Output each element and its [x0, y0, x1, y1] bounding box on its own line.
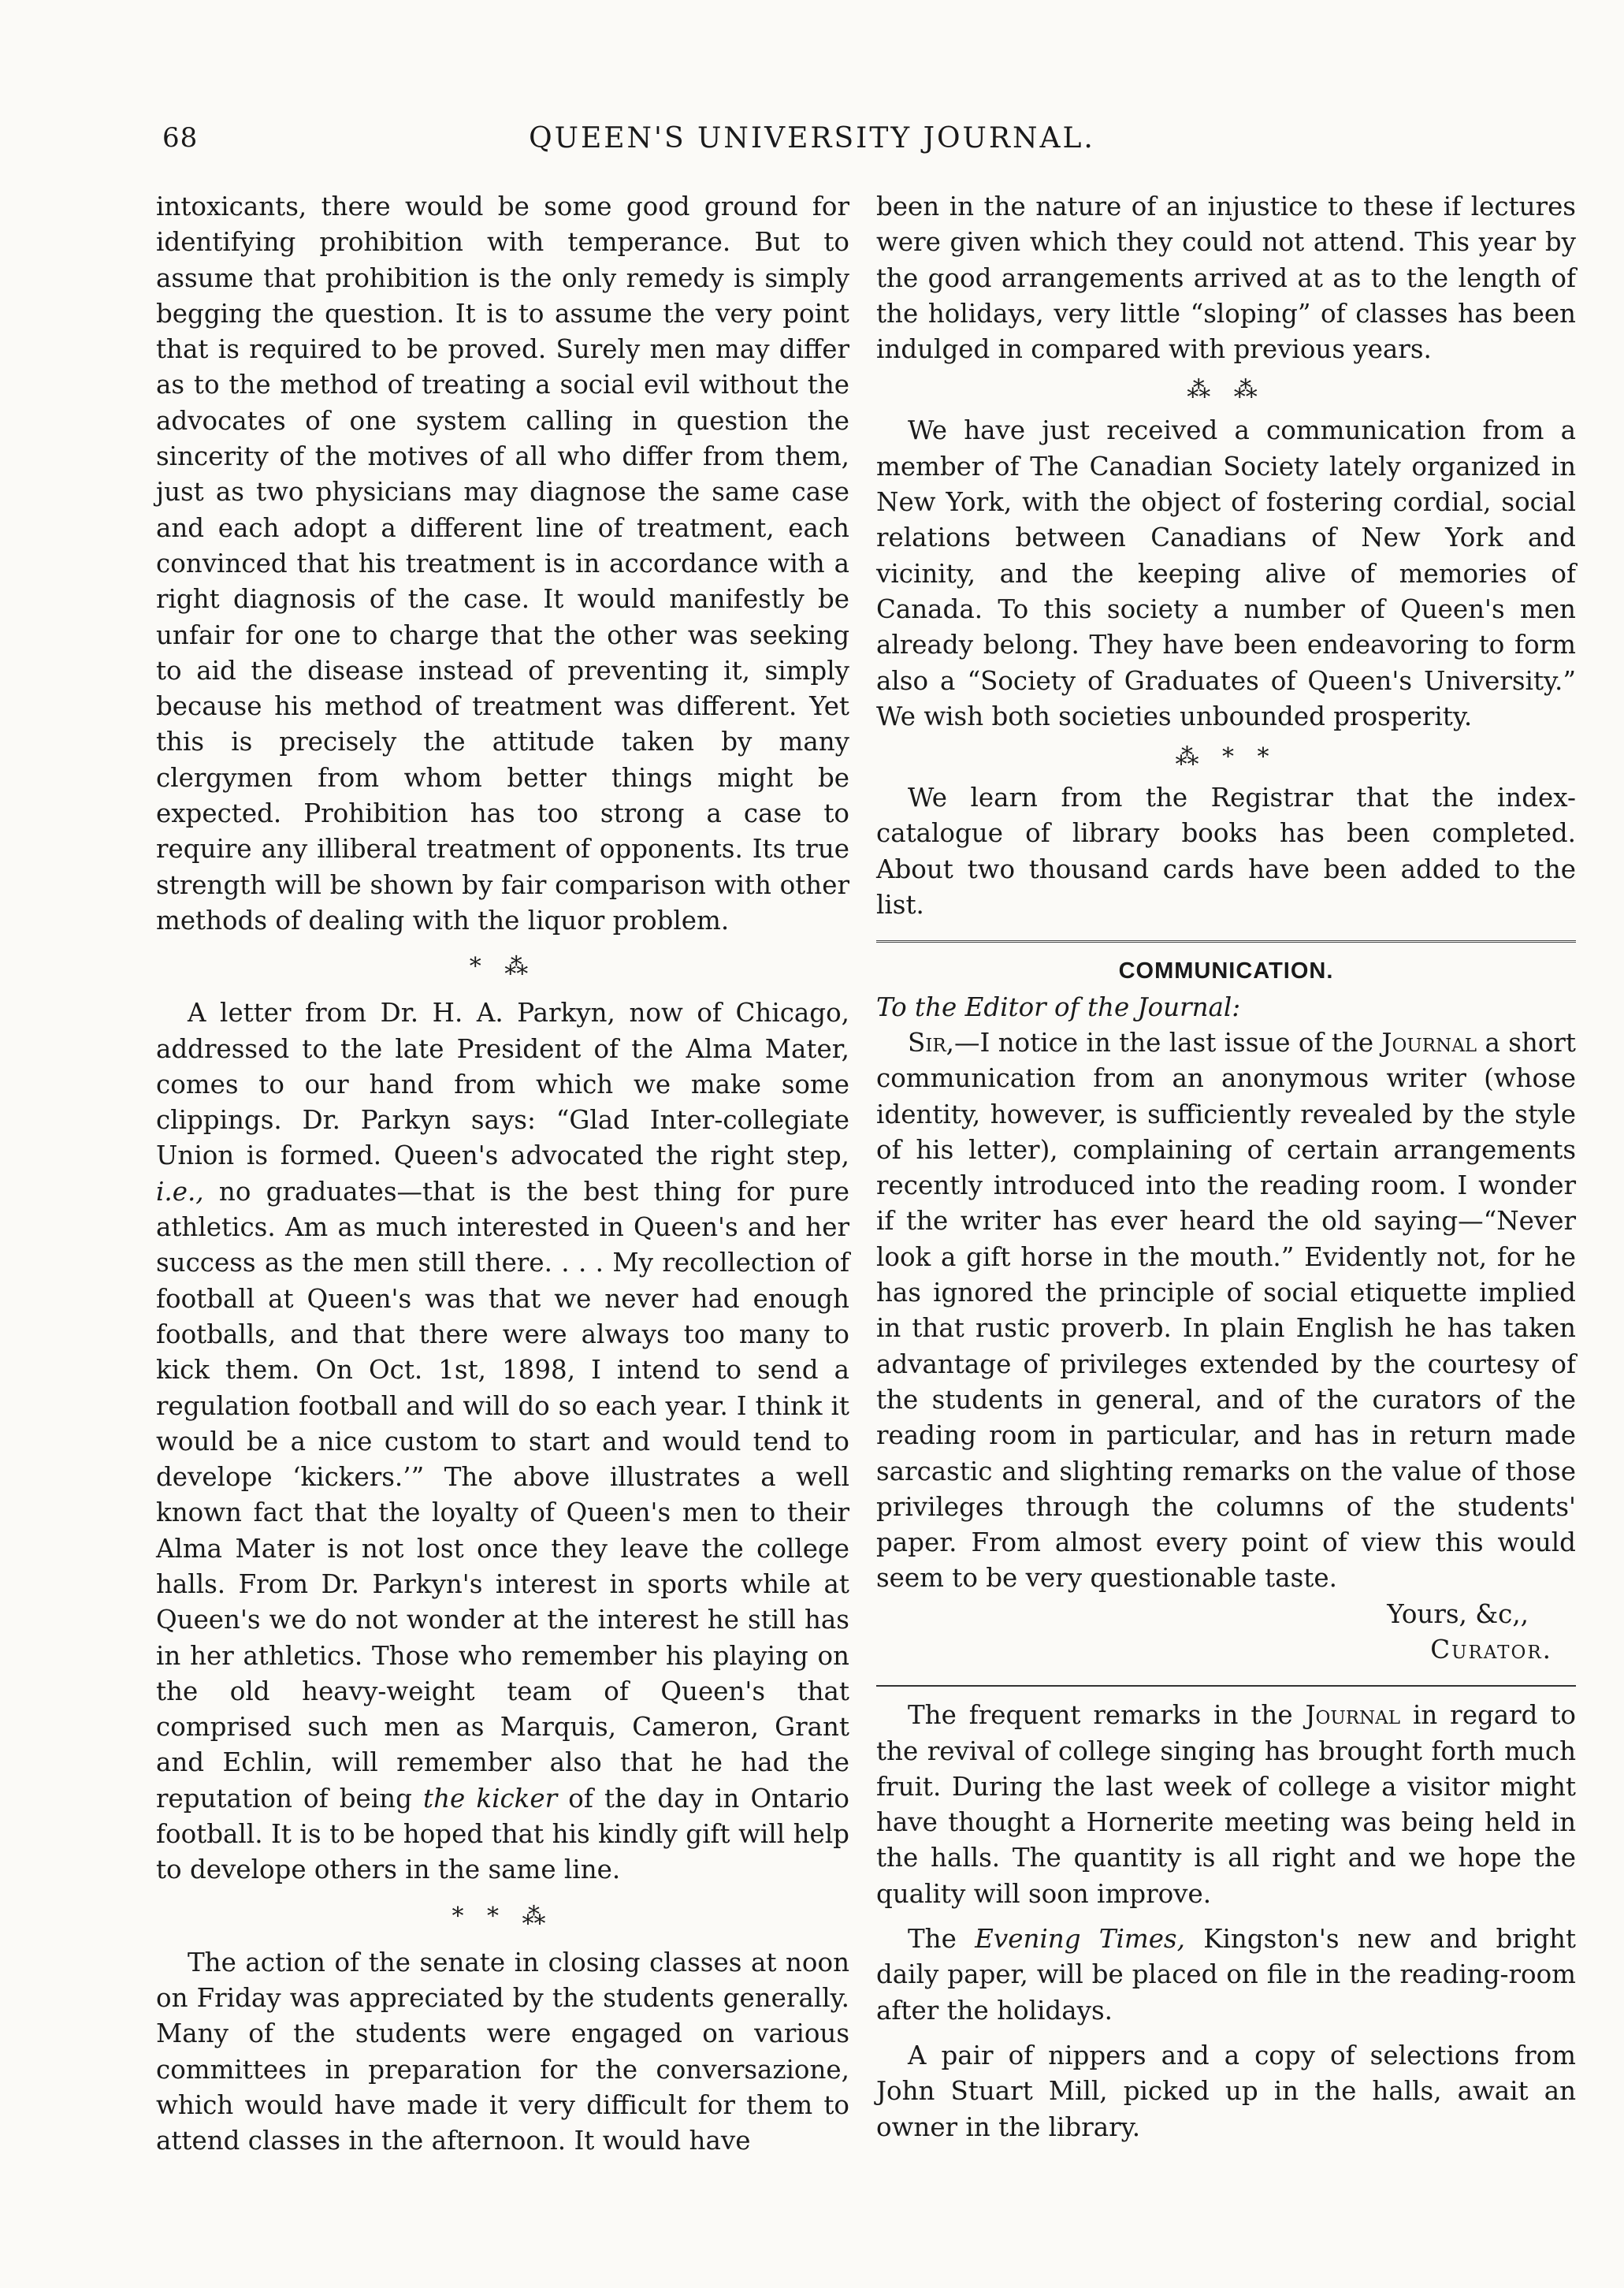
letter-sir: Sir,	[908, 1027, 954, 1058]
parkyn-ie: i.e.,	[156, 1176, 204, 1207]
paragraph-evening-times	[876, 1922, 1576, 2029]
communication-heading: COMMUNICATION.	[1118, 958, 1334, 984]
section-rule	[876, 940, 1576, 943]
letter-body	[876, 1025, 1576, 1597]
paragraph-senate: The action of the senate in closing classes at noon on Friday was appreciated by the students generally. Many of the students were engaged on various committees in preparation for the conversazione, which would have made it very difficult for them to attend classes in the afternoon. It would have	[156, 1947, 849, 2156]
running-head: QUEEN'S UNIVERSITY JOURNAL.	[529, 122, 1095, 154]
letter-salutation	[876, 990, 1576, 1025]
times-text-2: Kingston's new and bright daily paper, will be placed on file in the reading-room after the holidays.	[876, 1924, 1576, 2026]
letter-text-2: a short communication from an anonymous writer (whose identity, however, is sufficiently revealed by the style of his letter), complaining of certain arrangements recently introduced into the reading room. I wonder if the writer has ever heard the old saying—“Never look a gift horse in the mouth.” Evidently not, for he has ignored the principle of social etiquette implied in that rustic proverb. In plain English he has taken advantage of privileges extended by the courtesy of the students in general, and of the curators of the reading room in particular, and has in return made sarcastic and slighting remarks on the value of those privileges through the columns of the students' paper. From almost every point of view this would seem to be very questionable taste.	[876, 1027, 1576, 1594]
singing-text-1: The frequent remarks in the	[908, 1700, 1293, 1731]
singing-journal: Journal	[1305, 1700, 1401, 1731]
parkyn-kicker: the kicker	[423, 1783, 558, 1814]
paragraph-parkyn-letter	[156, 995, 849, 1888]
salutation-prefix: To the Editor of	[876, 991, 1080, 1022]
letter-signoff-row	[876, 1597, 1576, 1632]
times-text-1: The	[908, 1924, 957, 1955]
paragraph-college-singing	[876, 1698, 1576, 1912]
parkyn-text-3: of the day in Ontario football. It is to be hoped that his kindly gift will help to develope others in the same line.	[156, 1783, 849, 1885]
section-divider: ⁂ ⁂	[1187, 376, 1265, 404]
letter-text-1: —I notice in the last issue of the	[954, 1027, 1374, 1058]
paragraph-prohibition: intoxicants, there would be some good ground for identifying prohibition with temperance. But to assume that prohibition is the only remedy is simply begging the question. It is to assume the very point that is required to be proved. Surely men may differ as to the method of treating a social evil without the advocates of one system calling in question the sincerity of the motives of all who differ from them, just as two physicians may diagnose the same case and each adopt a different line of treatment, each convinced that his treatment is in accordance with a right diagnosis of the case. It would manifestly be unfair for one to charge that the other was seeking to aid the disease instead of preventing it, simply because his method of treatment was different. Yet this is precisely the attitude taken by many clergymen from whom better things might be expected. Prohibition has too strong a case to require any illiberal treatment of opponents. Its true strength will be shown by fair comparison with other methods of dealing with the liquor problem.	[156, 192, 849, 936]
right-column	[876, 189, 1576, 2145]
letter-journal: Journal	[1381, 1027, 1477, 1058]
letter-signature: Curator.	[1430, 1634, 1552, 1665]
section-divider: * * ⁂	[452, 1902, 554, 1930]
times-title: Evening Times,	[975, 1924, 1185, 1955]
letter-signoff: Yours, &c,,	[1387, 1598, 1529, 1629]
page-number: 68	[162, 122, 199, 154]
paragraph-holidays: been in the nature of an injustice to these if lectures were given which they could not attend. This year by the good arrangements arrived at as to the length of the holidays, very little “sloping” of classes has been indulged in compared with previous years.	[876, 192, 1576, 365]
paragraph-index-catalogue: We learn from the Registrar that the index-catalogue of library books has been completed. About two thousand cards have been added to the list.	[876, 783, 1576, 921]
section-rule	[876, 1685, 1576, 1687]
paragraph-canadian-society: We have just received a communication from a member of The Canadian Society lately organized in New York, with the object of fostering cordial, social relations between Canadians of New York and vicinity, and the keeping alive of memories of Canada. To this society a number of Queen's men already belong. They have been endeavoring to form also a “Society of Graduates of Queen's University.” We wish both societies unbounded prosperity.	[876, 415, 1576, 731]
parkyn-text-2: no graduates—that is the best thing for pure athletics. Am as much interested in Queen's and her success as the men still there. . . . My recollection of football at Queen's was that we never had enough footballs, and that there were always too many to kick them. On Oct. 1st, 1898, I intend to send a regulation football and will do so each year. I think it would be a nice custom to start and would tend to develope ‘kickers.’” The above illustrates a well known fact that the loyalty of Queen's men to their Alma Mater is not lost once they leave the college halls. From Dr. Parkyn's interest in sports while at Queen's we do not wonder at the interest he still has in her athletics. Those who remember his playing on the old heavy-weight team of Queen's that comprised such men as Marquis, Cameron, Grant and Echlin, will remember also that he had the reputation of being	[156, 1176, 849, 1814]
section-divider: ⁂ * *	[1175, 743, 1277, 772]
parkyn-text-1: A letter from Dr. H. A. Parkyn, now of Chicago, addressed to the late President of the Alma Mater, comes to our hand from which we make some clippings. Dr. Parkyn says: “Glad Inter-collegiate Union is formed. Queen's advocated the right step,	[156, 998, 849, 1171]
section-divider: * ⁂	[469, 953, 537, 981]
singing-text-2: in regard to the revival of college singing has brought forth much fruit. During the last week of college a visitor might have thought a Hornerite meeting was being held in the halls. The quantity is all right and we hope the quality will soon improve.	[876, 1700, 1576, 1909]
paragraph-nippers: A pair of nippers and a copy of selections from John Stuart Mill, picked up in the halls, await an owner in the library.	[876, 2040, 1576, 2142]
salutation-journal: Journal:	[1137, 991, 1241, 1022]
salutation-the: the	[1087, 991, 1130, 1022]
left-column	[156, 189, 849, 2159]
